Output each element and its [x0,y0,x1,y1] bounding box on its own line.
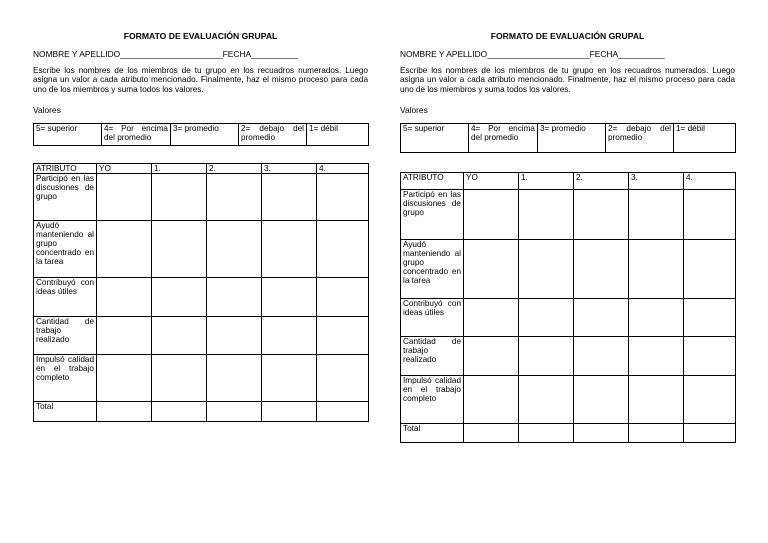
total-cell[interactable] [317,402,369,422]
scale-3: 3= promedio [171,124,239,146]
score-cell[interactable] [262,355,317,402]
scale-5: 5= superior [401,124,469,153]
score-cell[interactable] [464,190,519,240]
score-cell[interactable] [519,337,574,376]
score-cell[interactable] [629,376,684,424]
score-cell[interactable] [574,299,629,337]
total-cell[interactable] [464,424,519,443]
scale-2: 2= debajo del promedio [239,124,307,146]
score-cell[interactable] [684,376,736,424]
header-member-1: 1. [519,173,574,190]
header-yo: YO [464,173,519,190]
score-cell[interactable] [519,190,574,240]
score-cell[interactable] [629,240,684,299]
score-cell[interactable] [464,376,519,424]
score-cell[interactable] [574,190,629,240]
total-cell[interactable] [629,424,684,443]
scale-4: 4= Por encima del promedio [102,124,171,146]
values-label: Valores [33,105,61,115]
score-cell[interactable] [152,355,207,402]
score-cell[interactable] [262,278,317,317]
total-cell[interactable] [207,402,262,422]
total-cell[interactable] [574,424,629,443]
score-cell[interactable] [464,337,519,376]
header-member-4: 4. [684,173,736,190]
score-cell[interactable] [317,317,369,355]
score-cell[interactable] [684,190,736,240]
score-cell[interactable] [464,240,519,299]
total-cell[interactable] [684,424,736,443]
header-member-2: 2. [574,173,629,190]
total-cell[interactable] [97,402,152,422]
score-cell[interactable] [207,278,262,317]
total-cell[interactable] [262,402,317,422]
score-cell[interactable] [317,278,369,317]
header-atributo: ATRIBUTO [34,164,97,174]
total-label: Total [34,402,97,422]
header-member-3: 3. [629,173,684,190]
attribute-focus: Ayudó manteniendo al grupo concentrado en la tarea [34,221,97,278]
score-cell[interactable] [629,299,684,337]
attribute-quality: Impulsó calidad en el trabajo completo [401,376,464,424]
score-cell[interactable] [152,174,207,221]
header-member-2: 2. [207,164,262,174]
header-yo: YO [97,164,152,174]
scale-1: 1= débil [307,124,369,146]
scale-1: 1= débil [674,124,736,153]
score-cell[interactable] [97,278,152,317]
total-cell[interactable] [519,424,574,443]
values-scale-table [33,123,369,146]
score-cell[interactable] [519,299,574,337]
form-title: FORMATO DE EVALUACIÓN GRUPAL [123,31,278,41]
score-cell[interactable] [97,317,152,355]
scale-2: 2= debajo del promedio [606,124,674,153]
attribute-ideas: Contribuyó con ideas útiles [34,278,97,317]
attribute-participation: Participó en las discusiones de grupo [34,174,97,221]
scale-3: 3= promedio [538,124,606,153]
score-cell[interactable] [519,376,574,424]
score-cell[interactable] [317,174,369,221]
score-cell[interactable] [574,240,629,299]
score-cell[interactable] [152,221,207,278]
score-cell[interactable] [207,355,262,402]
score-cell[interactable] [629,337,684,376]
attribute-ideas: Contribuyó con ideas útiles [401,299,464,337]
score-cell[interactable] [262,317,317,355]
score-cell[interactable] [262,221,317,278]
evaluation-table [400,172,736,443]
header-member-1: 1. [152,164,207,174]
attribute-focus: Ayudó manteniendo al grupo concentrado en la tarea [401,240,464,299]
form-title: FORMATO DE EVALUACIÓN GRUPAL [490,31,645,41]
scale-5: 5= superior [34,124,102,146]
score-cell[interactable] [97,355,152,402]
name-date-line: NOMBRE Y APELLIDO______________________FECHA__________ [33,49,298,59]
header-member-4: 4. [317,164,369,174]
score-cell[interactable] [574,376,629,424]
header-member-3: 3. [262,164,317,174]
score-cell[interactable] [97,174,152,221]
attribute-participation: Participó en las discusiones de grupo [401,190,464,240]
instructions: Escribe los nombres de los miembros de tu grupo en los recuadros numerados. Luego asigna un valor a cada atributo mencionado. Finalmente, haz el mismo proceso para cada uno de los miembros y suma todos los valores. [33,66,368,94]
score-cell[interactable] [317,355,369,402]
attribute-quality: Impulsó calidad en el trabajo completo [34,355,97,402]
evaluation-table [33,163,369,422]
attribute-work-quantity: Cantidad de trabajo realizado [401,337,464,376]
score-cell[interactable] [519,240,574,299]
score-cell[interactable] [97,221,152,278]
header-atributo: ATRIBUTO [401,173,464,190]
score-cell[interactable] [684,299,736,337]
values-label: Valores [400,105,428,115]
score-cell[interactable] [207,174,262,221]
score-cell[interactable] [207,221,262,278]
instructions: Escribe los nombres de los miembros de tu grupo en los recuadros numerados. Luego asigna un valor a cada atributo mencionado. Finalmente, haz el mismo proceso para cada uno de los miembros y suma todos los valores. [400,66,735,94]
score-cell[interactable] [152,278,207,317]
attribute-work-quantity: Cantidad de trabajo realizado [34,317,97,355]
score-cell[interactable] [207,317,262,355]
score-cell[interactable] [262,174,317,221]
values-scale-table [400,123,736,153]
score-cell[interactable] [629,190,684,240]
score-cell[interactable] [464,299,519,337]
name-date-line: NOMBRE Y APELLIDO______________________FECHA__________ [400,49,665,59]
score-cell[interactable] [684,240,736,299]
score-cell[interactable] [317,221,369,278]
total-label: Total [401,424,464,443]
score-cell[interactable] [684,337,736,376]
scale-4: 4= Por encima del promedio [469,124,538,153]
score-cell[interactable] [574,337,629,376]
total-cell[interactable] [152,402,207,422]
score-cell[interactable] [152,317,207,355]
